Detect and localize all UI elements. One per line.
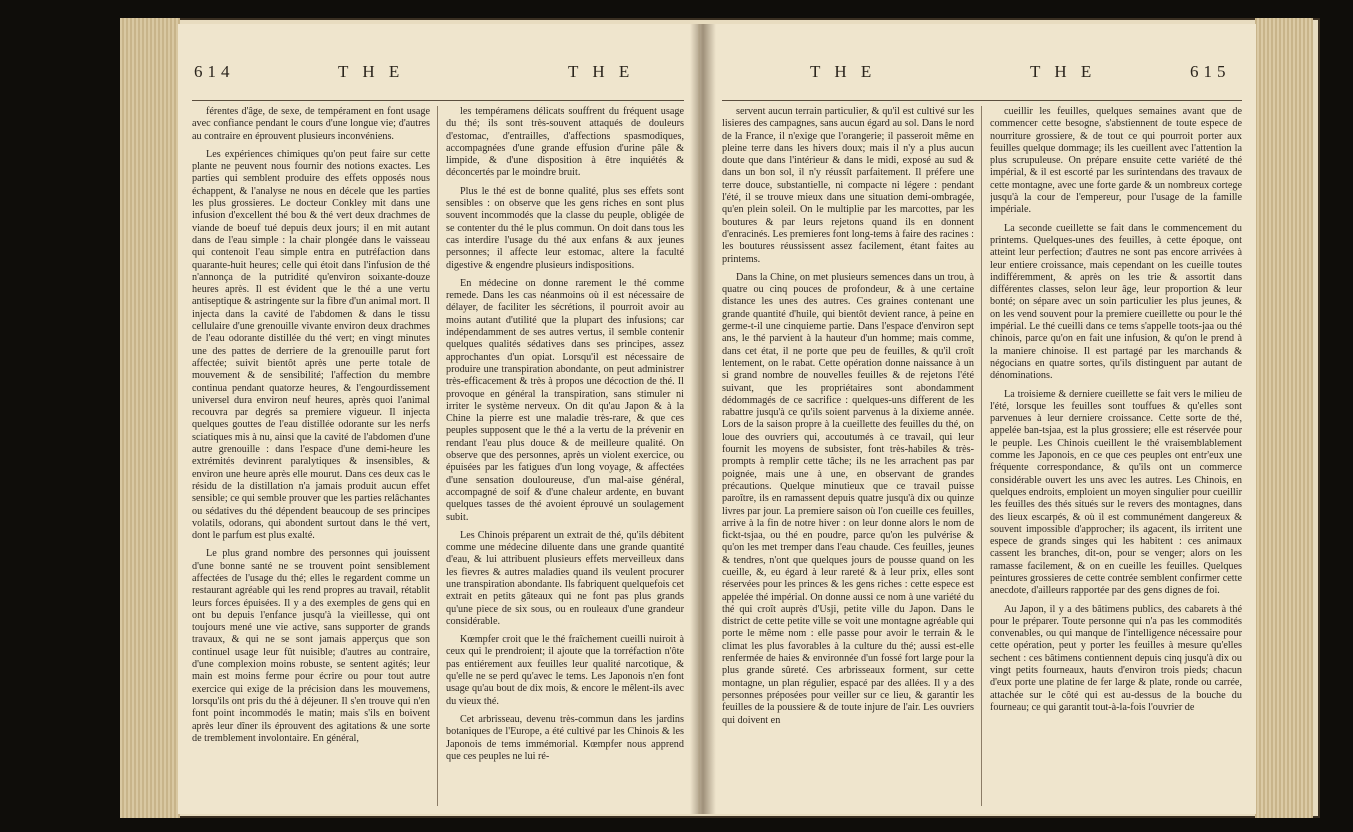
book-gutter <box>690 24 716 814</box>
paragraph: En médecine on donne rarement le thé comme remede. Dans les cas néanmoins où il est nécessaire de délayer, de faciliter les sécrétions, il pourroit avoir au moins autant d'utilité que la plupart des infusions; car indépendamment de ses autres vertus, il semble contenir quelques qualités sédatives dans ses principes, assez approchantes d'un opiat. Lorsqu'il est nécessaire de produire une transpiration abondante, on peut administrer très-efficacement & très à propos une décoction de thé. Il provoque en général la transpiration, sans stimuler ni irriter le système nerveux. On dit qu'au Japon & à la Chine la pierre est une maladie très-rare, & que ces peuples supposent que le thé a la vertu de la prévenir en rendant l'eau plus douce & de meilleure qualité. On observe que des personnes, après un violent exercice, ou épuisées par les fatigues d'un long voyage, & affectées d'une sensation douloureuse, d'un mal-aise général, accompagné de soif & d'une chaleur ardente, en buvant quelques tasses de thé avoient éprouvé un soulagement subit. <box>446 277 684 523</box>
running-head-left: T H E <box>810 62 877 81</box>
paragraph: Les Chinois préparent un extrait de thé, qu'ils débitent comme une médecine diluente dans une grande quantité d'eau, & lui attribuent plusieurs effets merveilleux dans les fievres & autres maladies quand ils veulent procurer une transpiration abondante. Ils fabriquent quelquefois cet extrait en petits gâteaux qui ne font pas plus grands qu'une piece de six sous, ou en rouleaux d'une grandeur considérable. <box>446 529 684 627</box>
left-page <box>178 24 698 814</box>
header-rule <box>192 100 684 101</box>
paragraph: Dans la Chine, on met plusieurs semences dans un trou, à quatre ou cinq pouces de profondeur, & à une certaine distance les unes des autres. Ces graines contenant une grande quantité d'huile, qui bientôt devient rance, à peine en germe-t-il une cinquieme partie. Dans l'espace d'environ sept ans, le thé parvient à la hauteur d'un homme; mais comme, dans cet état, il ne porte que peu de feuilles, & qu'il croît lentement, on le rabat. Cette opération donne naissance à un si grand nombre de nouvelles feuilles & de rejetons l'été suivant, que les propriétaires sont abondamment dédommagés de ce sacrifice : quelques-uns different de les rabattre jusqu'à ce qu'ils soient parvenus à la dixieme année. Lors de la saison propre à la cueillette des feuilles du thé, on loue des ouvriers qui, accoutumés à ce travail, qui leur fournit les moyens de subsister, font très-habiles & très-prompts à remplir cette tâche; ils ne les arrachent pas par poignée, mais une à une, en observant de grandes précautions. Quelque minutieux que ce travail puisse paroître, ils en ramassent depuis quatre jusqu'à dix ou quinze livres par jour. La premiere saison où l'on cueille ces feuilles, arrive à la fin de notre hiver : on leur donne alors le nom de fickt-tsjaa, ou thé en poudre, parce qu'on les pulvérise & qu'on les met tremper dans l'eau chaude. Ces feuilles, jeunes & tendres, n'ont que quelques jours de pousse quand on les cueille, &, eu égard à leur rareté & à leur prix, elles sont réservées pour les princes & les gens riches : cette espece est appelée thé impérial. On donne aussi ce nom à une variété du thé qui croît auprès d'Usji, petite ville du Japon. Dans le district de cette petite ville se voit une montagne agréable qui porte le même nom : elle passe pour avoir le terrain & le climat les plus favorables à la culture du thé; aussi est-elle renfermée de haies & environnée d'un fossé fort large pour la plus grande sûreté. Ces arbrisseaux forment, sur cette montagne, un plan régulier, espacé par des allées. Il y a des personnes préposées pour veiller sur ce lieu, & garantir les feuilles de la poussiere & de toute injure de l'air. Les ouvriers qui doivent en <box>722 271 974 726</box>
running-head-left: T H E <box>338 62 405 81</box>
paragraph: La troisieme & derniere cueillette se fait vers le milieu de l'été, lorsque les feuilles sont touffues & qu'elles sont parvenues à leur derniere croissance. Cette sorte de thé, appelée ban-tsjaa, est la plus grossiere; elle est réservée pour le peuple. Les Chinois cueillent le thé vraisemblablement comme les Japonois, en ce que ces peuples ont entr'eux une fréquente correspondance, & qu'ils ont un commerce considérable ouvert les uns avec les autres. Les Chinois, en quelques endroits, emploient un moyen singulier pour cueillir les feuilles des thés situés sur le revers des montagnes, dans des lieux escarpés, & où il est communément dangereux & souvent impossible d'approcher; ils agacent, ils irritent une espece de grands singes qui les habitent : ces animaux cassent les branches, dit-on, pour se venger; alors on les ramasse facilement, & on en cueille les feuilles. Quelques peintures grossieres de cette contrée semblent confirmer cette anecdote, d'ailleurs rapportée par des gens dignes de foi. <box>990 388 1242 597</box>
paragraph: Kœmpfer croit que le thé fraîchement cueilli nuiroit à ceux qui le prendroient; il ajoute que la torréfaction n'ôte pas entiérement aux feuilles leur qualité narcotique, & qu'elle ne se perd qu'avec le tems. Les Japonois n'en font usage qu'au bout de dix mois, & encore le mêlent-ils avec du vieux thé. <box>446 634 684 707</box>
running-head-right: T H E <box>1030 62 1097 81</box>
page-edges-right <box>1255 18 1313 818</box>
header-rule <box>722 100 1242 101</box>
paragraph: servent aucun terrain particulier, & qu'il est cultivé sur les lisieres des campagnes, sans aucun égard au sol. Dans le nord de la France, il n'exige que l'orangerie; il passeroit même en pleine terre dans les hivers doux; mais il n'y a plus aucun doute que dans l'intérieur & dans le midi, exposé au sud & dans un bon sol, il n'y réussît parfaitement. Il préfere une terre douce, substantielle, ni compacte ni légere : pendant l'été, il se trouve mieux dans une situation demi-ombragée, qu'en plein soleil. On le multiplie par les marcottes, par les boutures & par leurs rejetons quand ils en donnent d'enracinés. Les premieres font long-tems à faire des racines : les boutures réussissent assez facilement, étant faites au printems. <box>722 106 974 265</box>
right-page-column-1 <box>722 106 974 806</box>
page-edges-left <box>120 18 180 818</box>
running-head-right: T H E <box>568 62 635 81</box>
column-divider <box>437 106 438 806</box>
paragraph: cueillir les feuilles, quelques semaines avant que de commencer cette besogne, s'abstiennent de toute espece de nourriture grossiere, & de tout ce qui pourroit porter aux feuilles quelque dommage; ils les cueillent avec l'attention la plus scrupuleuse. On prépare ensuite cette variété de thé impérial, & il est escorté par les surintendans des travaux de cette montagne, avec une forte garde & un nombreux cortege jusqu'à la cour de l'empereur, pour l'usage de la famille impériale. <box>990 106 1242 216</box>
right-page <box>700 24 1256 814</box>
left-page-column-2 <box>446 106 684 806</box>
page-number: 615 <box>1190 62 1231 81</box>
left-page-column-1 <box>192 106 430 806</box>
paragraph: Au Japon, il y a des bâtimens publics, des cabarets à thé pour le préparer. Toute personne qui n'a pas les commodités convenables, ou qui manque de l'intelligence nécessaire pour cette opération, peut y porter les feuilles à mesure qu'elles sechent : ces bâtimens contiennent depuis cinq jusqu'à dix ou vingt petits fourneaux, hauts d'environ trois pieds; chacun d'eux porte une platine de fer large & plate, ronde ou carrée, attachée sur le côté qui est au-dessus de la bouche du fourneau; ce qui garantit tout-à-la-fois l'ouvrier de <box>990 603 1242 713</box>
paragraph: Le plus grand nombre des personnes qui jouissent d'une bonne santé ne se trouvent point sensiblement affectées de l'usage du thé; elles le regardent comme un restaurant agréable qui les rend propres au travail, rétablit leurs forces épuisées. Il y a des exemples de gens qui en ont bu depuis l'enfance jusqu'à la vieillesse, qui ont toujours mené une vie active, sans supporter de grands travaux, & qui ne se sont jamais apperçus que son continuel usage leur fût nuisible; d'autres au contraire, d'une complexion moins robuste, se sentent agités; leur main est moins ferme pour écrire ou pour tout autre exercice qui exige de la précision dans les mouvemens, lorsqu'ils ont pris du thé à déjeuner. Il s'en trouve qui n'en font point incommodés le matin; mais s'ils en boivent après leur dîner ils éprouvent des agitations & une sorte de tremblement involontaire. En général, <box>192 548 430 744</box>
page-number: 614 <box>194 62 235 81</box>
paragraph: férentes d'âge, de sexe, de tempérament en font usage avec confiance pendant le cours d'une longue vie; d'autres au contraire en éprouvent plusieurs inconvéniens. <box>192 106 430 142</box>
paragraph: les tempéramens délicats souffrent du fréquent usage du thé; ils sont très-souvent attaqués de douleurs d'estomac, d'entrailles, d'affections spasmodiques, accompagnées d'une grande effusion d'urine pâle & limpide, & d'une disposition à être inquiétés & déconcertés par le moindre bruit. <box>446 106 684 179</box>
right-page-column-2 <box>990 106 1242 806</box>
column-divider <box>981 106 982 806</box>
paragraph: La seconde cueillette se fait dans le commencement du printems. Quelques-unes des feuilles, à cette époque, ont atteint leur perfection; d'autres ne sont pas encore arrivées à leur entiere croissance, mais cependant on les cueille toutes indifféremment, & après on les trie & assortit dans différentes classes, selon leur âge, leur proportion & leur bonté; on sépare avec un soin particulier les plus jeunes, & on les vend souvent pour la premiere cueillette ou pour le thé impérial. Le thé cueilli dans ce tems s'appelle toots-jaa ou thé chinois, parce qu'on en fait une infusion, & qu'on le prend à la maniere chinoise. Il est partagé par les marchands & négocians en quatre sortes, qu'ils distinguent par autant de dénominations. <box>990 222 1242 382</box>
paragraph: Cet arbrisseau, devenu très-commun dans les jardins botaniques de l'Europe, a été cultivé par les Chinois & les Japonois de tems immémorial. Kœmpfer nous apprend que ces peuples ne lui ré- <box>446 713 684 762</box>
paragraph: Les expériences chimiques qu'on peut faire sur cette plante ne peuvent nous fournir des notions exactes. Les parties qui semblent produire des effets opposés nous échappent, & l'analyse ne nous en décele que les parties les plus grossieres. Le docteur Conkley mit dans une infusion d'excellent thé bou & thé vert deux drachmes de viande de boeuf tué depuis deux jours; il en mit autant dans de l'eau simple : la chair plongée dans le vaisseau qui contenoit l'eau simple entra en putréfaction dans quarante-huit heures; celle qui étoit dans l'infusion de thé n'annonça de la putridité qu'environ soixante-douze heures après. Il est évident que le thé a une vertu antiseptique & astringente sur la fibre d'un animal mort. Il injecta dans la cavité de l'abdomen & dans le tissu cellulaire d'une grenouille vivante environ deux drachmes de l'eau odorante distillée du thé vert; en vingt minutes une des pattes de derriere de la grenouille parut fort affectée; suivit bientôt après une perte totale de mouvement & de sensibilité; l'affection du membre continua pendant quatorze heures, & l'engourdissement universel dura environ neuf heures, après quoi l'animal recouvra par degrés sa premiere vigueur. Il injecta quelques gouttes de l'eau distillée odorante sur les nerfs sciatiques mis à nu, ainsi que la cavité de l'abdomen d'une autre grenouille : dans l'espace d'une demi-heure les extrémités devinrent paralytiques & insensibles, & environ une heure après elle mourut. Dans ces deux cas le résidu de la distillation n'a jamais produit aucun effet sensible; ce qui semble prouver que les parties relâchantes ou sédatives du thé dépendent beaucoup de ses principes volatils, odorans, qui abondent surtout dans le thé vert, dont le parfum est plus exalté. <box>192 148 430 542</box>
right-running-head <box>700 62 1256 94</box>
paragraph: Plus le thé est de bonne qualité, plus ses effets sont sensibles : on observe que les gens riches en sont plus souvent incommodés que la classe du peuple, obligée de se contenter du thé le plus commun. On doit dans tous les cas interdire l'usage du thé aux enfans & aux jeunes personnes; il affecte leur estomac, altere la faculté digestive & engendre plusieurs indispositions. <box>446 185 684 271</box>
left-running-head <box>178 62 698 94</box>
